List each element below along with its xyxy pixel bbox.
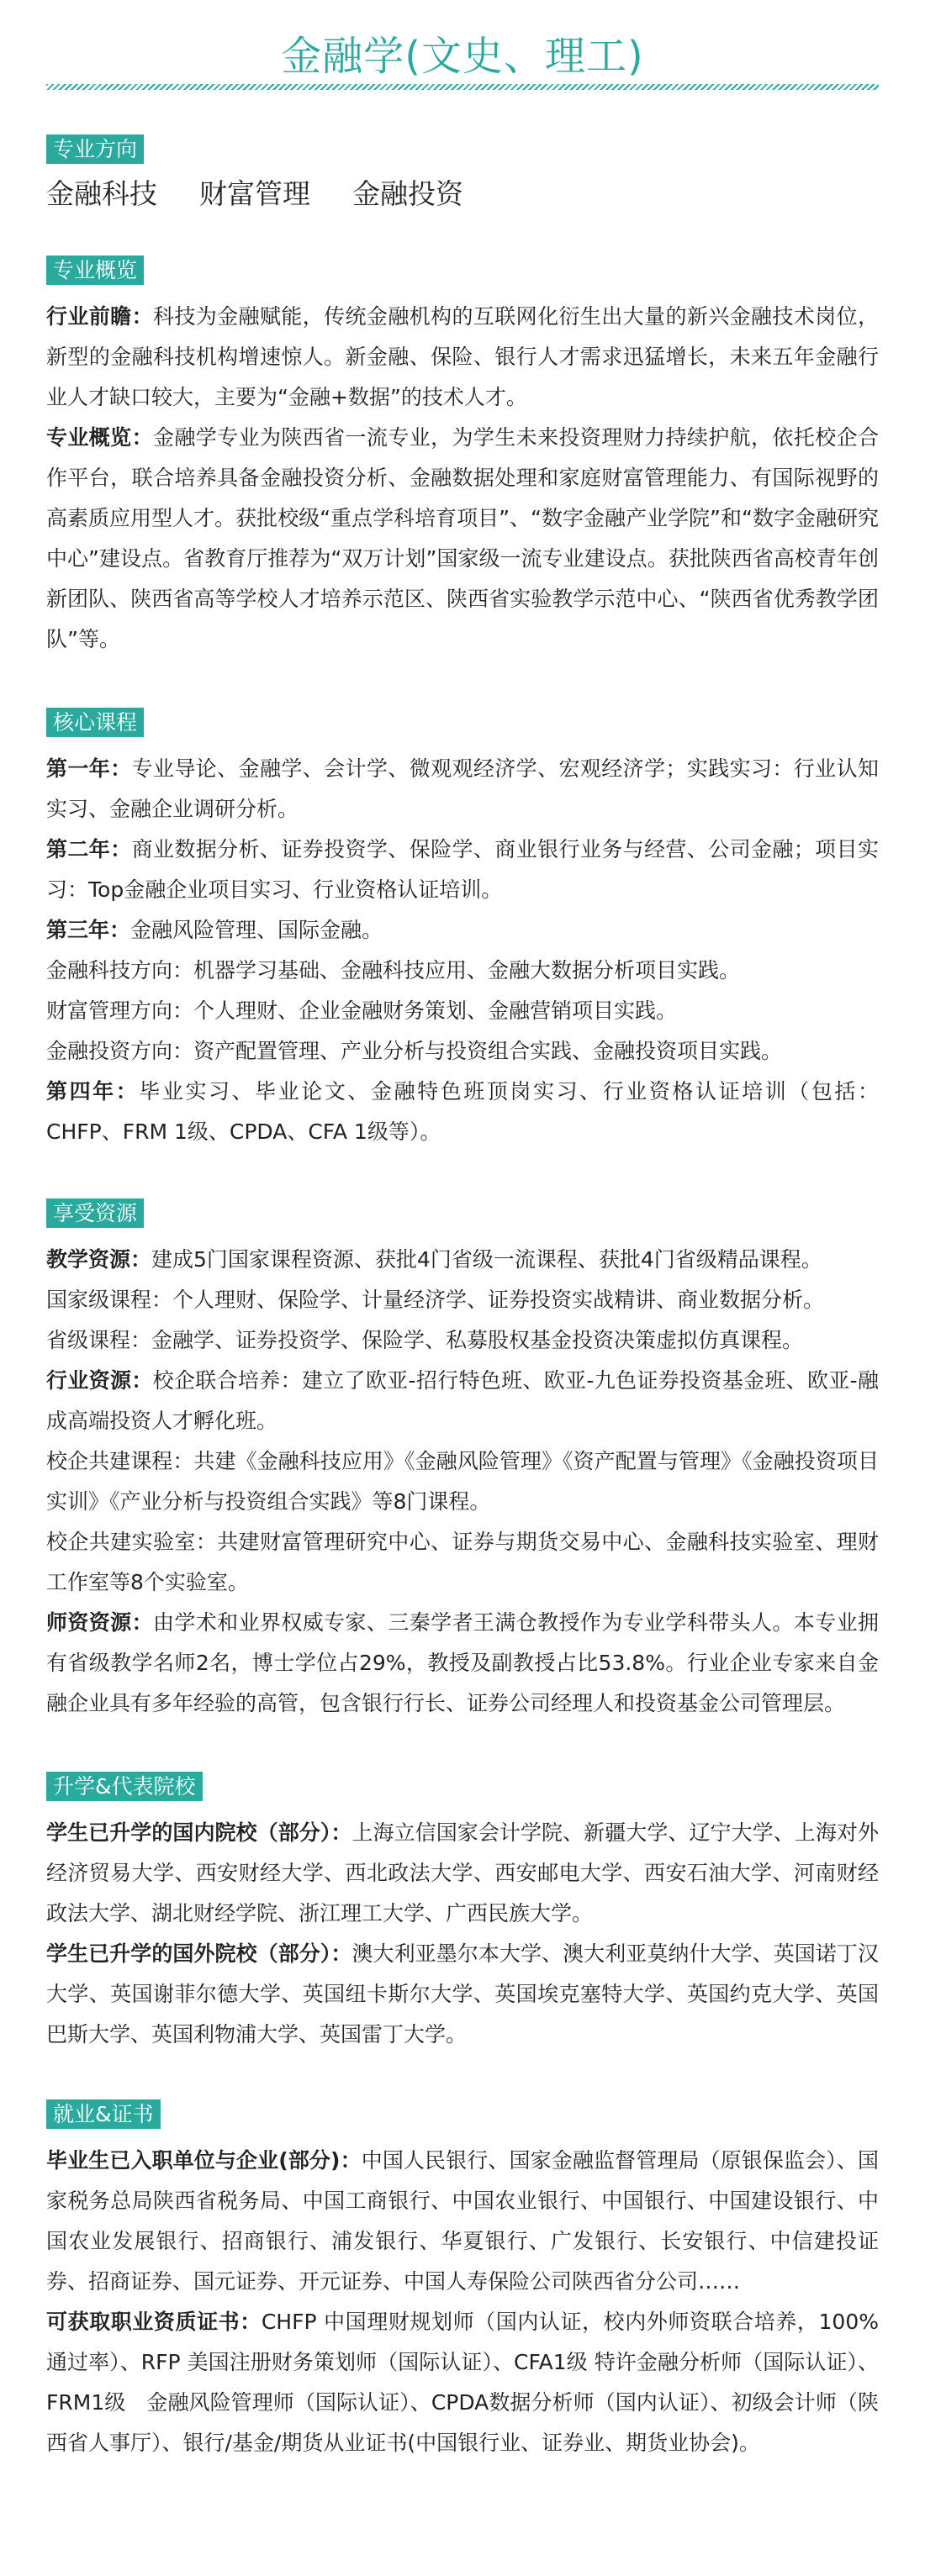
course-direction-fintech: 金融科技方向：机器学习基础、金融科技应用、金融大数据分析项目实践。 bbox=[46, 958, 741, 982]
para-text: 上海立信国家会计学院、新疆大学、辽宁大学、上海对外经济贸易大学、西安财经大学、西北政法大学、西安邮电大学、西安石油大学、河南财经政法大学、湖北财经学院、浙江理工大学、广西民族大学。 bbox=[46, 1820, 879, 1925]
para-label: 第四年： bbox=[46, 1079, 140, 1104]
section-tag-resources: 享受资源 bbox=[46, 1198, 144, 1228]
para-label: 第三年： bbox=[46, 918, 131, 942]
section-jobs bbox=[46, 2099, 879, 2463]
para-label: 行业资源： bbox=[46, 1368, 153, 1393]
co-built-courses: 校企共建课程：共建《金融科技应用》《金融风险管理》《资产配置与管理》《金融投资项目实训》《产业分析与投资组合实践》等8门课程。 bbox=[46, 1449, 879, 1514]
section-courses bbox=[46, 708, 879, 1152]
direction-item: 金融科技 bbox=[46, 177, 157, 210]
faculty-resources bbox=[46, 1603, 879, 1724]
para-text: 建成5门国家课程资源、获批4门省级一流课程、获批4门省级精品课程。 bbox=[151, 1247, 822, 1272]
section-tag-schools: 升学&代表院校 bbox=[46, 1772, 203, 1801]
industry-outlook-paragraph bbox=[46, 297, 879, 418]
para-text: 金融风险管理、国际金融。 bbox=[130, 918, 383, 942]
para-text: 金融学专业为陕西省一流专业，为学生未来投资理财力持续护航，依托校企合作平台，联合培养具备金融投资分析、金融数据处理和家庭财富管理能力、有国际视野的高素质应用型人才。获批校级“重点学科培育项目”、“数字金融产业学院”和“数字金融研究中心”建设点。省教育厅推荐为“双万计划”国家级一流专业建设点。获批陕西省高校青年创新团队、陕西省高等学校人才培养示范区、陕西省实验教学示范中心、“陕西省优秀教学团队”等。 bbox=[46, 425, 879, 651]
para-text: 商业数据分析、证券投资学、保险学、商业银行业务与经营、公司金融；项目实习：Top金融企业项目实习、行业资格认证培训。 bbox=[46, 837, 879, 902]
direction-item: 财富管理 bbox=[199, 177, 310, 210]
para-label: 可获取职业资质证书： bbox=[46, 2310, 262, 2334]
para-text: 科技为金融赋能，传统金融机构的互联网化衍生出大量的新兴金融技术岗位，新型的金融科技机构增速惊人。新金融、保险、银行人才需求迅猛增长，未来五年金融行业人才缺口较大，主要为“金融+数据”的技术人才。 bbox=[46, 304, 879, 409]
para-label: 毕业生已入职单位与企业(部分)： bbox=[46, 2148, 362, 2173]
course-year-3 bbox=[46, 910, 879, 951]
section-tag-overview: 专业概览 bbox=[46, 255, 144, 285]
title-divider bbox=[46, 84, 879, 90]
course-direction-investment: 金融投资方向：资产配置管理、产业分析与投资组合实践、金融投资项目实践。 bbox=[46, 1039, 783, 1063]
para-text: 由学术和业界权威专家、三秦学者王满仓教授作为专业学科带头人。本专业拥有省级教学名师2名，博士学位占29%，教授及副教授占比53.8%。行业企业专家来自金融企业具有多年经验的高管，包含银行行长、证券公司经理人和投资基金公司管理层。 bbox=[46, 1610, 879, 1715]
direction-list bbox=[46, 176, 879, 213]
provincial-courses: 省级课程：金融学、证券投资学、保险学、私募股权基金投资决策虚拟仿真课程。 bbox=[46, 1328, 804, 1352]
para-text: 毕业实习、毕业论文、金融特色班顶岗实习、行业资格认证培训（包括：CHFP、FRM 1级、CPDA、CFA 1级等）。 bbox=[46, 1079, 879, 1144]
para-text: 校企联合培养：建立了欧亚-招行特色班、欧亚-九色证券投资基金班、欧亚-融成高端投资人才孵化班。 bbox=[46, 1368, 879, 1433]
employers bbox=[46, 2141, 879, 2302]
domestic-schools bbox=[46, 1813, 879, 1934]
teaching-resources bbox=[46, 1240, 879, 1280]
industry-resources bbox=[46, 1361, 879, 1441]
para-label: 教学资源： bbox=[46, 1247, 152, 1272]
foreign-schools bbox=[46, 1934, 879, 2055]
section-tag-jobs: 就业&证书 bbox=[46, 2099, 161, 2129]
direction-item: 金融投资 bbox=[352, 177, 463, 210]
section-overview bbox=[46, 255, 879, 660]
section-tag-courses: 核心课程 bbox=[46, 708, 144, 737]
section-tag-directions: 专业方向 bbox=[46, 134, 144, 164]
co-built-labs: 校企共建实验室：共建财富管理研究中心、证券与期货交易中心、金融科技实验室、理财工作室等8个实验室。 bbox=[46, 1530, 879, 1594]
para-label: 专业概览： bbox=[46, 425, 153, 450]
page-title: 金融学(文史、理工) bbox=[281, 33, 644, 80]
major-overview-paragraph bbox=[46, 418, 879, 660]
para-text: 澳大利亚墨尔本大学、澳大利亚莫纳什大学、英国诺丁汉大学、英国谢菲尔德大学、英国纽卡斯尔大学、英国埃克塞特大学、英国约克大学、英国巴斯大学、英国利物浦大学、英国雷丁大学。 bbox=[46, 1941, 879, 2047]
para-label: 学生已升学的国内院校（部分）： bbox=[46, 1820, 352, 1845]
para-label: 第二年： bbox=[46, 837, 132, 861]
section-schools bbox=[46, 1772, 879, 2055]
para-text: CHFP 中国理财规划师（国内认证，校内外师资联合培养，100%通过率）、RFP 美国注册财务策划师（国际认证）、CFA1级 特许金融分析师（国际认证）、FRM1级 金融风险管理师（国际认证）、CPDA数据分析师（国内认证）、初级会计师（陕西省人事厅）、银行/基金/期货从业证书(中国银行业、证券业、期货业协会)。 bbox=[46, 2310, 879, 2455]
certificates bbox=[46, 2302, 879, 2463]
course-year-2 bbox=[46, 830, 879, 910]
para-label: 第一年： bbox=[46, 756, 132, 781]
section-resources bbox=[46, 1198, 879, 1724]
course-direction-wealth: 财富管理方向：个人理财、企业金融财务策划、金融营销项目实践。 bbox=[46, 998, 678, 1023]
para-text: 中国人民银行、国家金融监督管理局（原银保监会）、国家税务总局陕西省税务局、中国工商银行、中国农业银行、中国银行、中国建设银行、中国农业发展银行、招商银行、浦发银行、华夏银行、广发银行、长安银行、中信建投证券、招商证券、国元证券、开元证券、中国人寿保险公司陕西省分公司…… bbox=[46, 2148, 879, 2294]
section-directions bbox=[46, 134, 879, 213]
course-year-4 bbox=[46, 1072, 879, 1152]
national-courses: 国家级课程：个人理财、保险学、计量经济学、证券投资实战精讲、商业数据分析。 bbox=[46, 1288, 825, 1312]
para-text: 专业导论、金融学、会计学、微观观经济学、宏观经济学；实践实习：行业认知实习、金融企业调研分析。 bbox=[46, 756, 879, 821]
para-label: 学生已升学的国外院校（部分）： bbox=[46, 1941, 352, 1966]
para-label: 行业前瞻： bbox=[46, 304, 153, 329]
para-label: 师资资源： bbox=[46, 1610, 153, 1635]
course-year-1 bbox=[46, 749, 879, 830]
